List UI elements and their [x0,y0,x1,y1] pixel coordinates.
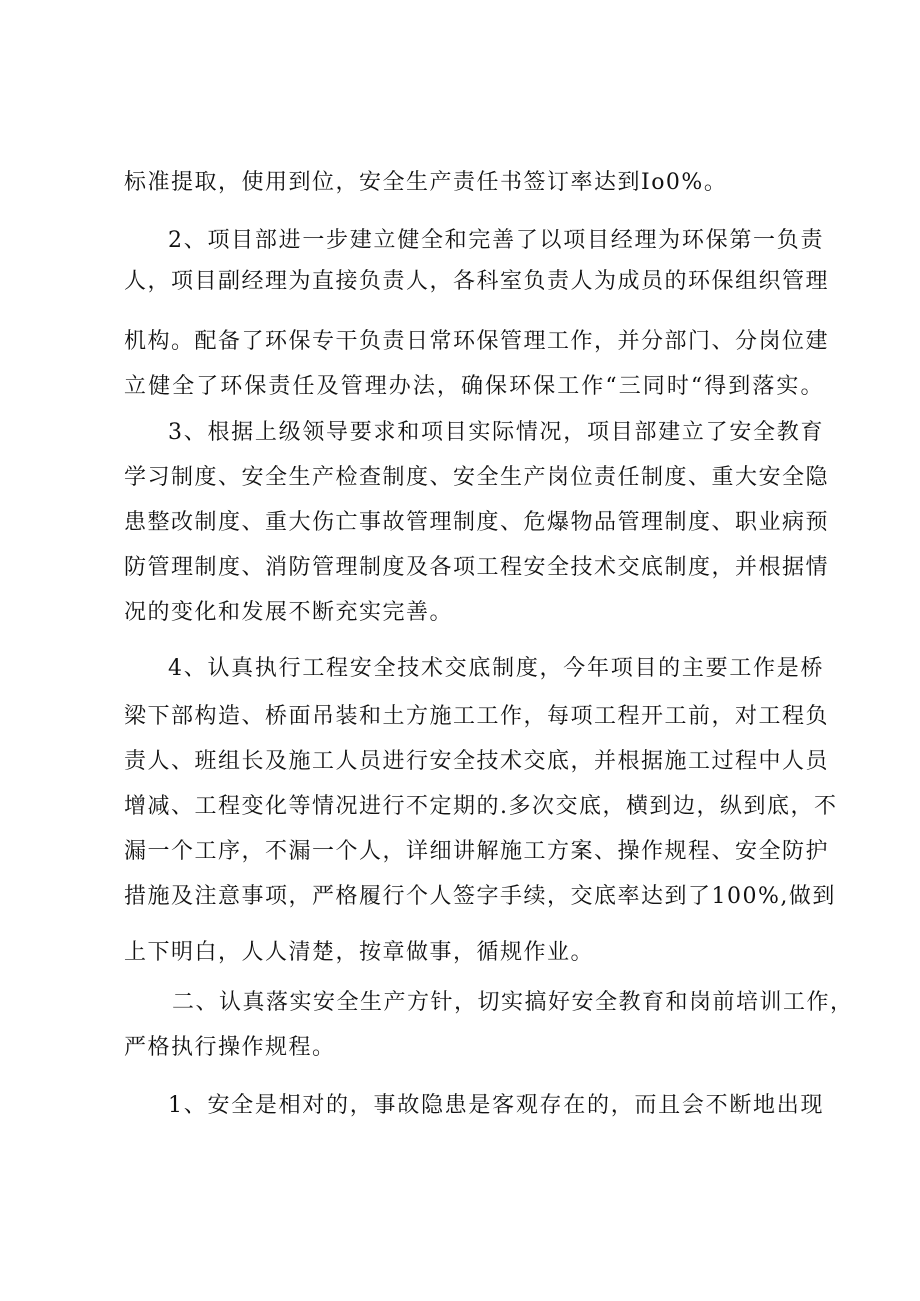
paragraph-4-line: 4、认真执行工程安全技术交底制度，今年项目的主要工作是桥 [168,656,824,681]
paragraph-2-line: 人，项目副经理为直接负责人，各科室负责人为成员的环保组织管理 [124,269,830,294]
section-heading-line: 严格执行操作规程。 [124,1035,336,1060]
text-line: 标准提取，使用到位，安全生产责任书签订率达到Io0%。 [124,170,728,195]
paragraph-3-line: 患整改制度、重大伤亡事故管理制度、危爆物品管理制度、职业病预 [124,510,830,535]
paragraph-4-line: 梁下部构造、桥面吊装和土方施工工作，每项工程开工前，对工程负 [124,704,830,729]
paragraph-4-line: 增减、工程变化等情况进行不定期的.多次交底，横到边，纵到底，不 [124,794,838,819]
paragraph-3-line: 学习制度、安全生产检查制度、安全生产岗位责任制度、重大安全隐 [124,465,830,490]
paragraph-4-line: 上下明白，人人清楚，按章做事，循规作业。 [124,940,595,965]
paragraph-4-line: 措施及注意事项，严格履行个人签字手续，交底率达到了100%,做到 [124,884,836,909]
paragraph-2-line: 机构。配备了环保专干负责日常环保管理工作，并分部门、分岗位建 [124,329,830,354]
paragraph-5-line: 1、安全是相对的，事故隐患是客观存在的，而且会不断地出现 [168,1093,824,1118]
paragraph-3-line: 况的变化和发展不断充实完善。 [124,600,454,625]
paragraph-2-line: 立健全了环保责任及管理办法，确保环保工作“三同时“得到落实。 [124,374,824,399]
paragraph-4-line: 漏一个工序，不漏一个人，详细讲解施工方案、操作规程、安全防护 [124,839,830,864]
paragraph-4-line: 责人、班组长及施工人员进行安全技术交底，并根据施工过程中人员 [124,749,830,774]
paragraph-3-line: 防管理制度、消防管理制度及各项工程安全技术交底制度，并根据情 [124,555,830,580]
paragraph-3-line: 3、根据上级领导要求和项目实际情况，项目部建立了安全教育 [168,420,824,445]
section-heading-line: 二、认真落实安全生产方针，切实搞好安全教育和岗前培训工作， [172,990,854,1015]
paragraph-2-line: 2、项目部进一步建立健全和完善了以项目经理为环保第一负责 [168,228,824,253]
